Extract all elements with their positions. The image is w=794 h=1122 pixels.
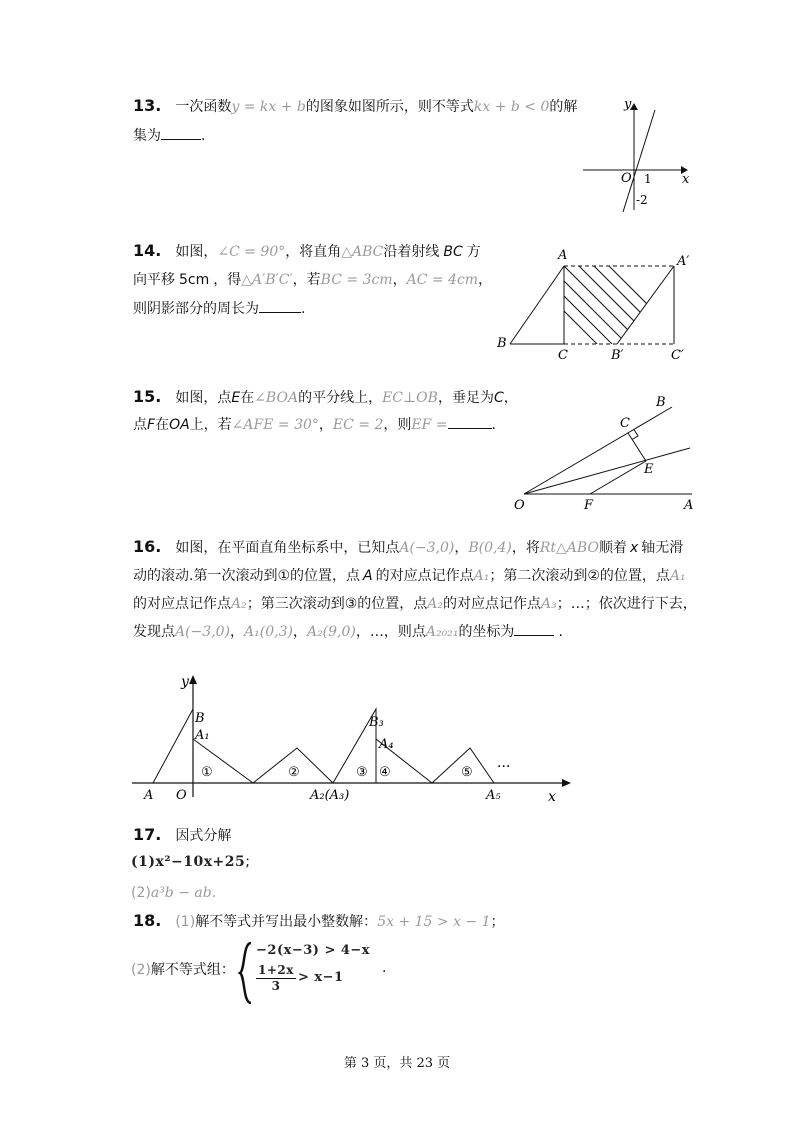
- circle-3: ③: [356, 765, 368, 780]
- label-C-prime: C′: [671, 348, 684, 363]
- right-angle-mark: [632, 430, 638, 440]
- q14-line3: [133, 299, 305, 319]
- answer-blank[interactable]: [259, 312, 301, 313]
- label-neg2: -2: [636, 193, 648, 207]
- answer-blank[interactable]: [161, 139, 201, 140]
- q14-line1: [133, 241, 481, 262]
- q15-line2: [133, 415, 496, 435]
- q16-point: A₂(9,0): [306, 624, 356, 640]
- q14-text: 沿着射线: [383, 244, 440, 260]
- q17-item1-expr: x²−10x+25: [155, 854, 246, 870]
- q16-point: A₁: [669, 568, 686, 584]
- q13-inequality: kx + b < 0: [473, 99, 550, 115]
- q14-angle: ∠C = 90°: [217, 244, 286, 260]
- label-origin: O: [621, 171, 632, 186]
- q15-var: E: [231, 390, 241, 406]
- q18-text: 解不等式组：: [150, 962, 235, 978]
- q15-var: F: [147, 417, 156, 433]
- q13-text: 集为: [133, 128, 161, 144]
- q16-text: 的对应点记作点: [443, 596, 542, 612]
- q16-line4: [133, 622, 563, 642]
- q14-distance: 5cm: [179, 272, 210, 288]
- q16-line3: [133, 594, 697, 614]
- q13-text: 的解: [549, 99, 578, 115]
- q18-fraction-numerator: 1+2x: [256, 963, 296, 979]
- label-A: A: [558, 248, 568, 263]
- q17-number: 17.: [133, 825, 162, 844]
- q17-item2-expr: a³b − ab.: [150, 885, 217, 901]
- q16-text: 发现点: [133, 624, 175, 640]
- brace-icon: [240, 943, 251, 1003]
- q15-text: 的平分线上，: [298, 390, 383, 406]
- q15-text: 点: [133, 417, 147, 433]
- q18-item1-label: (1): [175, 914, 196, 930]
- q16-point: A(−3,0): [175, 624, 231, 640]
- q14-text: ，若: [292, 272, 321, 288]
- q16-triangle: Rt△ABO: [539, 540, 599, 556]
- bisector: [524, 448, 690, 494]
- x-axis-arrow: [562, 779, 571, 787]
- q16-text: ，: [454, 540, 469, 556]
- q18-item2-label-line: [131, 960, 235, 980]
- q14-line2: [133, 270, 492, 290]
- q16-text: ，: [292, 624, 307, 640]
- label-F: F: [584, 498, 594, 513]
- y-axis-arrow: [189, 675, 197, 684]
- ray-ob: [524, 407, 672, 494]
- seg-fe: [590, 461, 646, 494]
- label-A4: A₄: [379, 737, 394, 752]
- q16-var: A: [363, 568, 373, 584]
- q15-text: ，: [318, 417, 333, 433]
- q13-function: y = kx + b: [231, 99, 306, 115]
- circle-2: ②: [288, 765, 300, 780]
- q16-text: 如图，在平面直角坐标系中，已知点: [175, 540, 400, 556]
- label-one: 1: [644, 172, 652, 186]
- q14-triangle: △ABC: [341, 244, 384, 260]
- label-B: B: [195, 711, 205, 726]
- q14-figure: [494, 246, 699, 364]
- q18-item2-label: (2): [131, 962, 151, 978]
- q15-text: ，: [503, 390, 518, 406]
- q15-text: 如图，点: [175, 390, 232, 406]
- q15-var: C: [493, 390, 504, 406]
- circle-1: ①: [201, 765, 213, 780]
- label-B-prime: B′: [611, 348, 624, 363]
- label-y: y: [624, 98, 632, 112]
- q18-number: 18.: [133, 911, 162, 930]
- q16-point: A(−3,0): [399, 540, 455, 556]
- q13-text: 的图象如图所示，则不等式: [305, 99, 474, 115]
- q14-text: 方: [466, 244, 481, 260]
- answer-blank[interactable]: [448, 428, 492, 429]
- q16-point: A₁: [473, 568, 490, 584]
- q15-text: ，垂足为: [437, 390, 494, 406]
- q18-line1: [133, 911, 505, 932]
- q16-text: ；…；依次进行下去，: [556, 596, 697, 612]
- q14-bc: BC = 3cm: [320, 272, 393, 288]
- seg-ec: [628, 433, 646, 461]
- q17-text: ;: [245, 854, 250, 870]
- q14-ac: AC = 4cm: [406, 272, 479, 288]
- q13-number: 13.: [133, 96, 162, 115]
- q16-var: x: [629, 540, 639, 556]
- q13-graph: [578, 98, 693, 218]
- q13-text: 一次函数: [175, 99, 232, 115]
- q15-line1: [133, 387, 518, 408]
- q17-line1: [133, 825, 231, 846]
- q15-text: 在: [240, 390, 255, 406]
- q15-figure: [503, 390, 706, 517]
- q18-end: .: [382, 960, 387, 976]
- label-O: O: [176, 788, 187, 803]
- q16-text: 的对应点记作点: [375, 568, 474, 584]
- q15-text: .: [491, 417, 496, 433]
- q15-text: ，则: [383, 417, 412, 433]
- q15-ef: EF =: [411, 417, 448, 433]
- triangle-initial: [153, 709, 193, 783]
- q17-title: 因式分解: [175, 828, 232, 844]
- q16-line2: [133, 566, 686, 586]
- label-C: C: [620, 416, 630, 431]
- label-A: A: [144, 788, 154, 803]
- label-B3: B₃: [369, 715, 384, 730]
- label-A-prime: A′: [677, 254, 690, 269]
- q18-fraction: [256, 963, 296, 994]
- q16-point: A₂: [231, 596, 247, 612]
- q18-system-row1: −2(x−3) > 4−x: [256, 943, 371, 958]
- q16-text: 的对应点记作点: [133, 596, 231, 612]
- label-A2A3: A₂(A₃): [310, 788, 350, 803]
- q14-var: BC: [443, 244, 463, 260]
- q15-afe: ∠AFE = 30°: [231, 417, 319, 433]
- label-O: O: [514, 498, 525, 513]
- q16-text: 的坐标为: [458, 624, 515, 640]
- q15-var: OA: [169, 417, 190, 433]
- q14-text: ，得: [213, 272, 242, 288]
- q15-perp: EC⊥OB: [382, 390, 438, 406]
- label-y: y: [181, 674, 189, 690]
- q15-angle: ∠BOA: [254, 390, 299, 406]
- q16-text: 动的滚动.第一次滚动到①的位置，点: [133, 568, 361, 584]
- q16-point: A₁(0,3): [244, 624, 293, 640]
- q16-number: 16.: [133, 537, 162, 556]
- circle-5: ⑤: [461, 765, 473, 780]
- q14-text: .: [301, 301, 306, 317]
- label-A5: A₅: [486, 788, 501, 803]
- q15-text: 上，若: [189, 417, 232, 433]
- label-B: B: [497, 336, 507, 351]
- q13-text: .: [201, 128, 206, 144]
- q15-text: 在: [155, 417, 170, 433]
- label-x: x: [682, 172, 690, 187]
- q14-text: 如图，: [175, 244, 218, 260]
- q14-text: ，将直角: [285, 244, 342, 260]
- label-E: E: [644, 462, 654, 477]
- label-A: A: [684, 498, 694, 513]
- q18-system-row2: > x−1: [298, 970, 344, 985]
- label-ellipsis: ···: [497, 759, 511, 775]
- q15-ec: EC = 2: [332, 417, 384, 433]
- q14-text: 向平移: [133, 272, 175, 288]
- q13-line1: [133, 96, 577, 117]
- q13-line2: [133, 126, 205, 146]
- q16-text: 顺着: [598, 540, 627, 556]
- q16-figure: [130, 672, 580, 804]
- label-B: B: [656, 395, 666, 410]
- q16-point: B(0,4): [468, 540, 512, 556]
- answer-blank[interactable]: [514, 635, 554, 636]
- q16-line1: [133, 537, 683, 558]
- q16-text: ；第三次滚动到③的位置，点: [246, 596, 428, 612]
- q17-item2: [131, 883, 216, 903]
- hatch-region: [519, 266, 689, 346]
- q14-number: 14.: [133, 241, 162, 260]
- q16-text: ，…，则点: [355, 624, 426, 640]
- label-x: x: [548, 789, 556, 804]
- q16-point: A₂: [427, 596, 444, 612]
- q16-text: ；第二次滚动到②的位置，点: [489, 568, 670, 584]
- q18-fraction-denominator: 3: [271, 979, 281, 993]
- q14-text: ，: [392, 272, 407, 288]
- q17-item1: [131, 852, 250, 872]
- q14-text: ，: [478, 272, 493, 288]
- q14-triangle2: △A′B′C′: [241, 272, 293, 288]
- q14-text: 则阴影部分的周长为: [133, 301, 259, 317]
- seg-a1b1: [617, 266, 674, 344]
- q18-inequality: 5x + 15 > x − 1: [377, 914, 491, 930]
- page-footer: 第 3 页，共 23 页: [343, 1056, 451, 1071]
- q15-number: 15.: [133, 387, 162, 406]
- q18-brace: [236, 940, 256, 1006]
- q17-item2-label: (2): [131, 885, 151, 901]
- q16-text: ，: [230, 624, 245, 640]
- label-A1: A₁: [195, 728, 210, 743]
- q18-text: 解不等式并写出最小整数解：: [195, 914, 378, 930]
- q17-item1-label: (1): [131, 854, 156, 870]
- q18-text: ；: [490, 914, 505, 930]
- q16-text: 轴无滑: [641, 540, 684, 556]
- q16-point: A₂₀₂₁: [425, 624, 459, 640]
- q16-point: A₃: [541, 596, 557, 612]
- seg-ab: [510, 266, 564, 344]
- q16-text: .: [558, 624, 563, 640]
- q16-text: ，将: [511, 540, 540, 556]
- circle-4: ④: [379, 765, 391, 780]
- label-C: C: [558, 348, 568, 363]
